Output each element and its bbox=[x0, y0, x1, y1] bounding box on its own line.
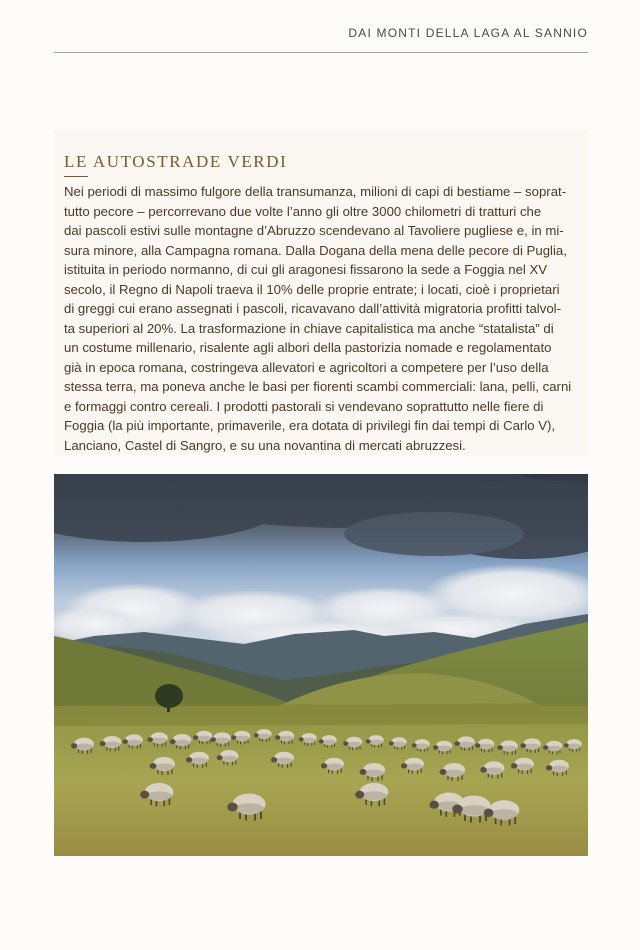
text-line: Foggia (la più importante, primaverile, era dotata di privilegi fin dai tempi di Carlo V), bbox=[64, 418, 556, 433]
title-divider bbox=[64, 176, 88, 177]
text-line: Nei periodi di massimo fulgore della transumanza, milioni di capi di bestiame – soprat- bbox=[64, 184, 567, 199]
text-line: e formaggi contro cereali. I prodotti pastorali si vendevano soprattutto nelle fiere di bbox=[64, 398, 544, 414]
section-title: LE AUTOSTRADE VERDI bbox=[64, 152, 288, 171]
text-line: di greggi cui erano assegnati i pascoli, ricavavano dall’attività migratoria profitti talvol- bbox=[64, 301, 561, 316]
running-head: DAI MONTI DELLA LAGA AL SANNIO bbox=[348, 26, 588, 40]
body-text bbox=[64, 182, 580, 455]
text-line: Lanciano, Castel di Sangro, e su una novantina di mercati abruzzesi. bbox=[64, 437, 466, 453]
header-divider bbox=[54, 52, 588, 53]
meadow bbox=[54, 706, 588, 856]
text-line: ta superiori al 20%. La trasformazione in chiave capitalistica ma anche “statalista” di bbox=[64, 320, 554, 336]
text-line: istituita in periodo normanno, di cui gli aragonesi fissarono la sede a Foggia nel XV bbox=[64, 262, 548, 277]
sheep-pasture-illustration bbox=[54, 474, 588, 856]
text-line: secolo, il Regno di Napoli traeva il 10% delle proprie entrate; i locati, cioè i proprietari bbox=[64, 281, 560, 297]
meadow-shade bbox=[54, 702, 588, 726]
text-line: dai pascoli estivi sulle montagne d’Abruzzo scendevano al Tavoliere pugliese e, in mi- bbox=[64, 223, 564, 238]
text-line: sura minore, alla Campagna romana. Dalla Dogana della mena delle pecore di Puglia, bbox=[64, 242, 567, 258]
text-line: stessa terra, ma poneva anche le basi per fiorenti scambi commerciali: lana, pelli, carni bbox=[64, 379, 572, 394]
text-line: tutto pecore – percorrevano due volte l’anno gli oltre 3000 chilometri di tratturi che bbox=[64, 203, 542, 219]
text-line: un costume millenario, risalente agli albori della pastorizia nomade e regolamentato bbox=[64, 340, 552, 355]
text-line: già in epoca romana, costringeva allevatori e agricoltori a competere per l’uso della bbox=[64, 359, 549, 375]
landscape-photo bbox=[54, 474, 588, 856]
